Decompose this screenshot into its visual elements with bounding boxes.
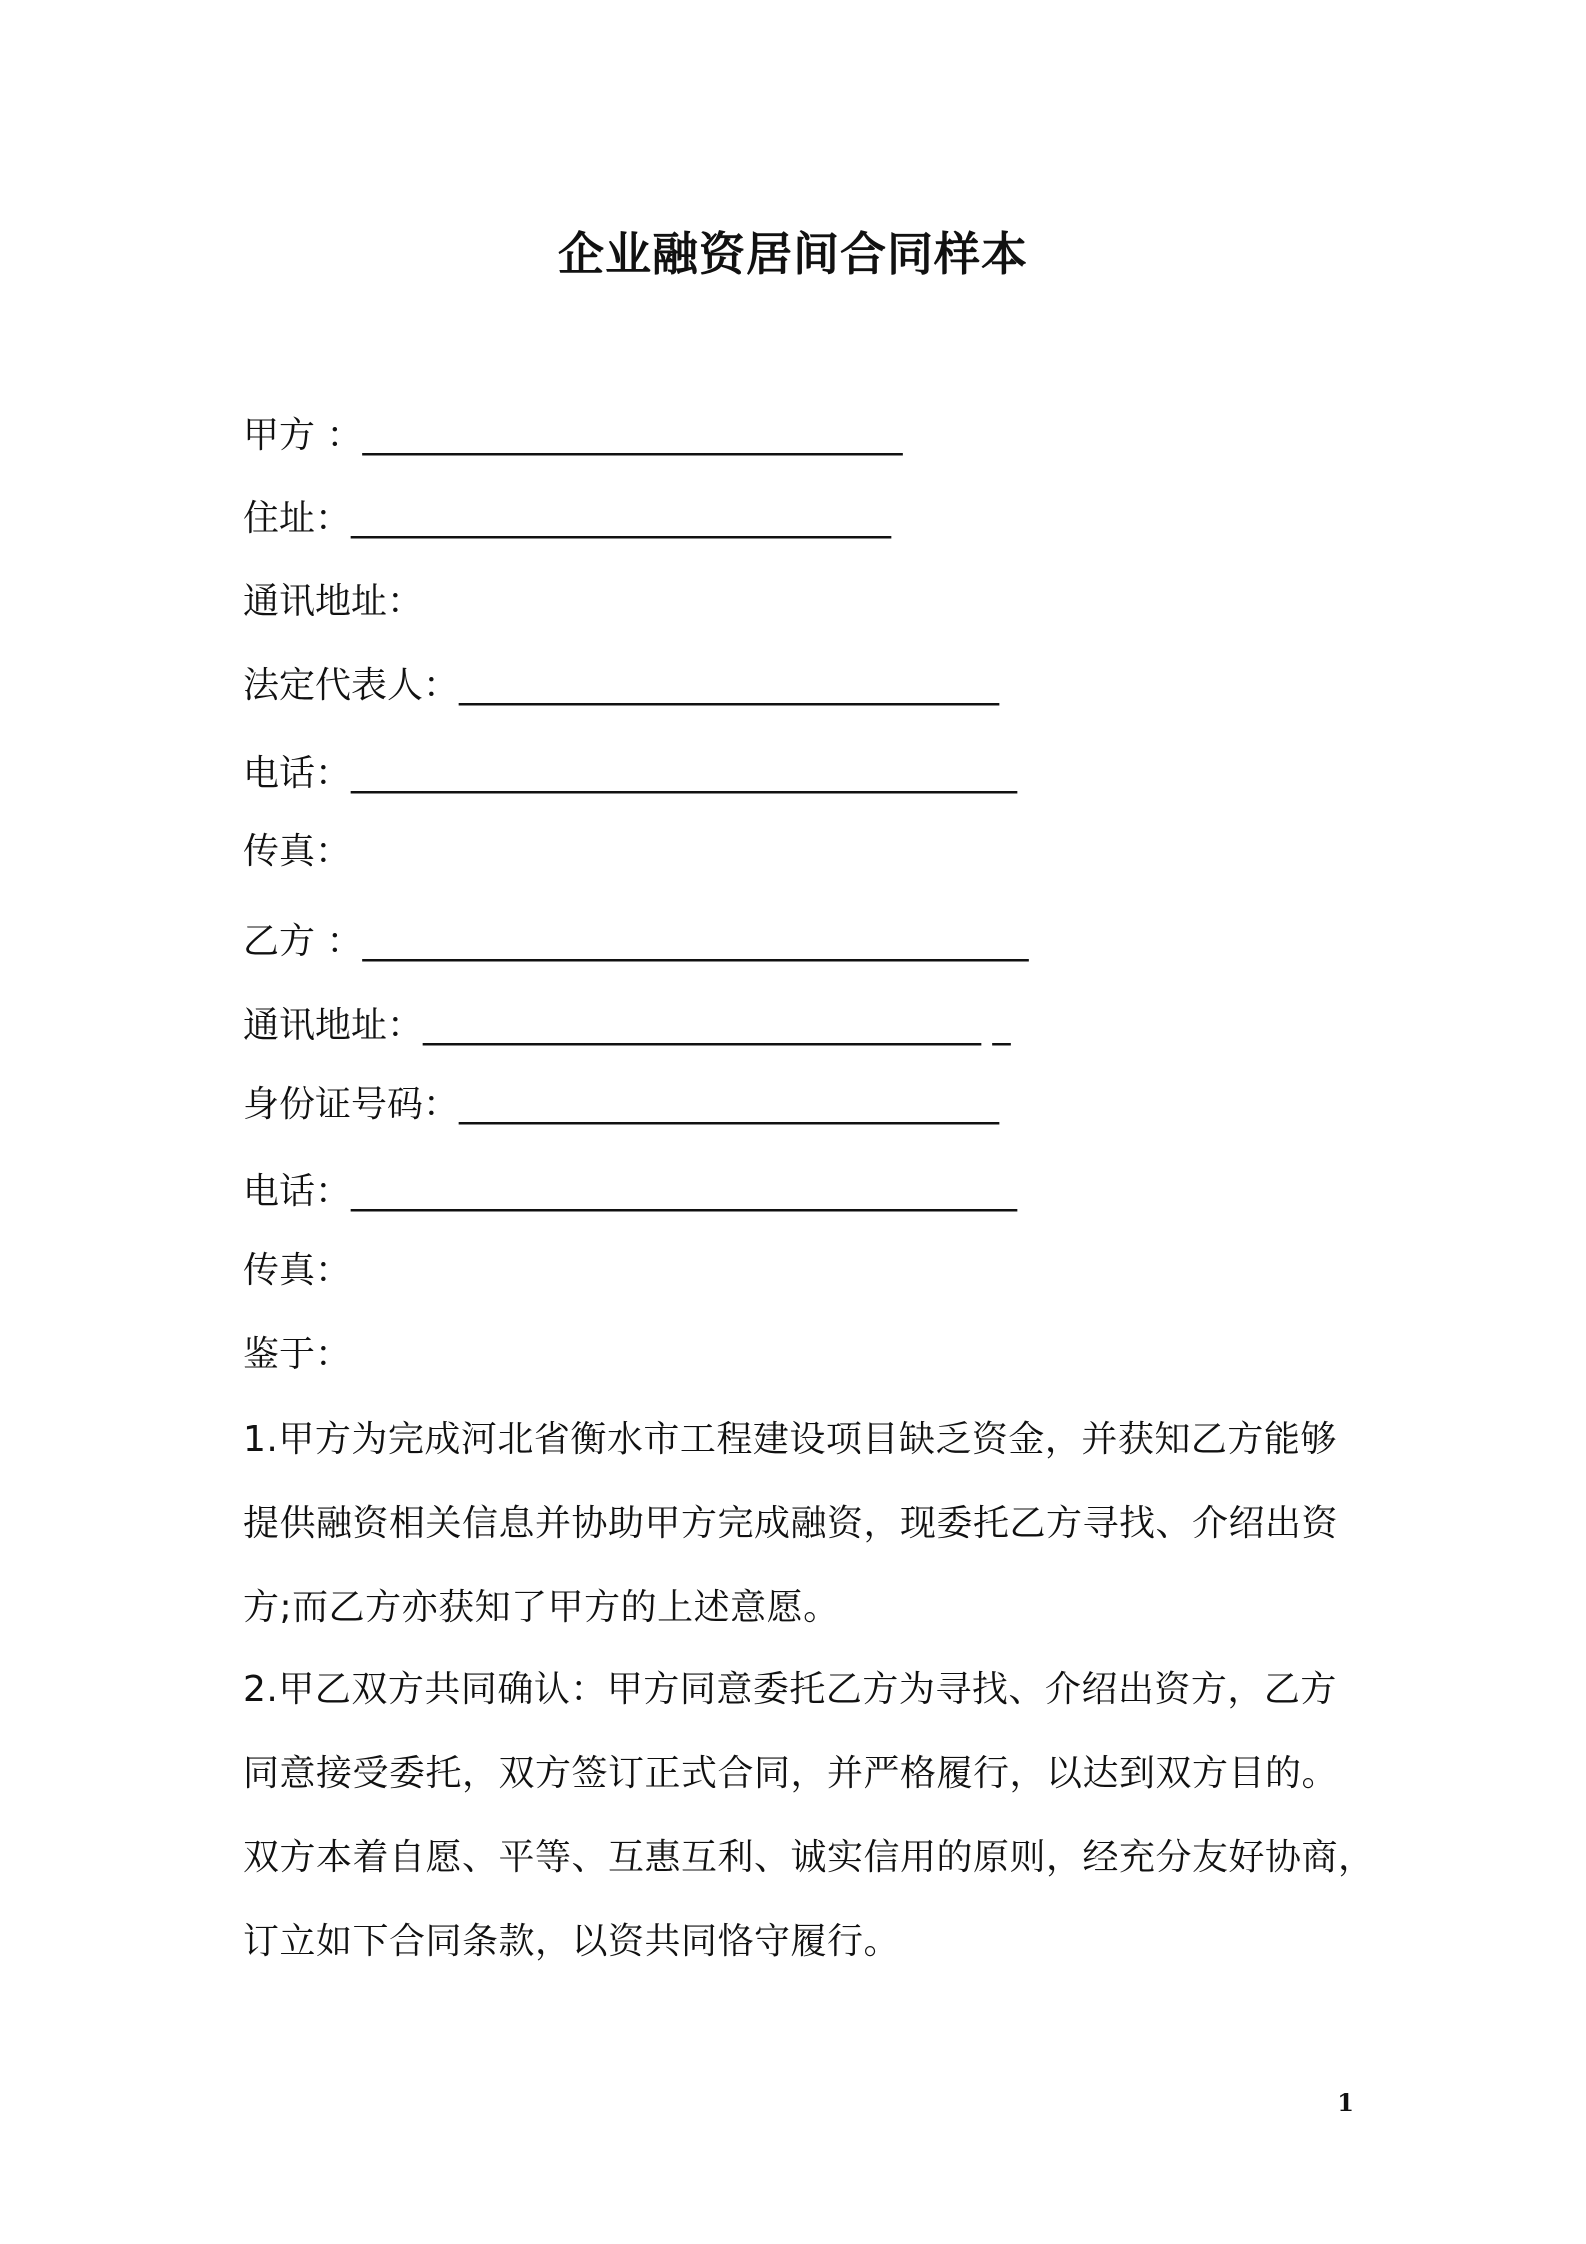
party-a-address-line: 住址：______________________________	[243, 498, 892, 539]
party-a-phone-line: 电话：_____________________________________	[243, 753, 1018, 794]
page-number: 1	[1337, 2088, 1354, 2117]
party-a-name-line: 甲方 ：______________________________	[243, 415, 903, 456]
party-a-mail-address-line: 通讯地址：	[243, 581, 424, 622]
clause-1	[243, 1398, 1363, 1650]
document-title: 企业融资居间合同样本	[558, 227, 1028, 281]
party-b-mail-address-line: 通讯地址：_______________________________ _	[243, 1005, 1011, 1046]
clause-2-line: 同意接受委托，双方签订正式合同，并严格履行，以达到双方目的。	[243, 1753, 1339, 1794]
party-b-name-line: 乙方 ：_____________________________________	[243, 921, 1029, 962]
party-b-id-number-line: 身份证号码：______________________________	[243, 1084, 1000, 1125]
party-a-fax-line: 传真：	[243, 831, 352, 872]
party-b-phone-line: 电话：_____________________________________	[243, 1171, 1018, 1212]
whereas-label: 鉴于：	[243, 1334, 352, 1375]
clause-1-line: 方;而乙方亦获知了甲方的上述意愿。	[243, 1587, 840, 1628]
clause-2-line: 2.甲乙双方共同确认：甲方同意委托乙方为寻找、介绍出资方，乙方	[243, 1669, 1337, 1710]
party-b-fax-line: 传真：	[243, 1250, 352, 1291]
clause-1-line: 提供融资相关信息并协助甲方完成融资，现委托乙方寻找、介绍出资	[243, 1503, 1339, 1544]
party-a-legal-rep-line: 法定代表人：______________________________	[243, 665, 1000, 706]
clause-2-line: 订立如下合同条款，以资共同恪守履行。	[243, 1921, 901, 1962]
clause-1-line: 1.甲方为完成河北省衡水市工程建设项目缺乏资金，并获知乙方能够	[243, 1419, 1337, 1460]
clause-2-line: 双方本着自愿、平等、互惠互利、诚实信用的原则，经充分友好协商，	[243, 1837, 1375, 1878]
clause-2	[243, 1648, 1375, 1984]
